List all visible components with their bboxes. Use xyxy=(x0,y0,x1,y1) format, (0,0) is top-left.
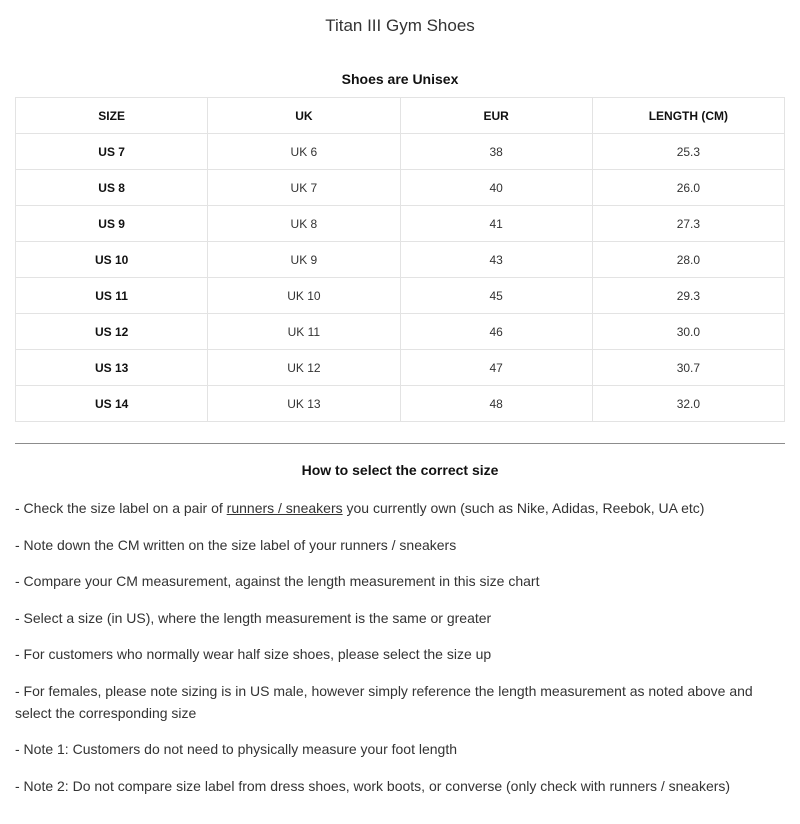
cell-eur-size: 48 xyxy=(400,386,592,422)
cell-us-size: US 12 xyxy=(16,314,208,350)
column-header-size: SIZE xyxy=(16,98,208,134)
cell-length-cm: 30.7 xyxy=(592,350,784,386)
cell-uk-size: UK 12 xyxy=(208,350,400,386)
cell-eur-size: 40 xyxy=(400,170,592,206)
table-row xyxy=(16,278,785,314)
list-item: - Note 1: Customers do not need to physically measure your foot length xyxy=(15,741,458,757)
section-divider xyxy=(15,443,785,444)
cell-length-cm: 29.3 xyxy=(592,278,784,314)
runners-sneakers-link[interactable]: runners / sneakers xyxy=(226,500,343,516)
cell-eur-size: 45 xyxy=(400,278,592,314)
cell-uk-size: UK 13 xyxy=(208,386,400,422)
cell-eur-size: 41 xyxy=(400,206,592,242)
column-header-eur: EUR xyxy=(400,98,592,134)
size-guide-list xyxy=(15,497,790,811)
cell-uk-size: UK 9 xyxy=(208,242,400,278)
table-row xyxy=(16,386,785,422)
guide-intro-text: you currently own (such as Nike, Adidas, Reebok, UA etc) xyxy=(342,500,705,516)
list-item: - Select a size (in US), where the length measurement is the same or greater xyxy=(15,609,492,626)
table-header-row xyxy=(16,98,785,134)
cell-length-cm: 30.0 xyxy=(592,314,784,350)
column-header-uk: UK xyxy=(208,98,400,134)
cell-us-size: US 13 xyxy=(16,350,208,386)
cell-eur-size: 43 xyxy=(400,242,592,278)
cell-eur-size: 38 xyxy=(400,134,592,170)
cell-length-cm: 32.0 xyxy=(592,386,784,422)
cell-us-size: US 14 xyxy=(16,386,208,422)
cell-uk-size: UK 7 xyxy=(208,170,400,206)
list-item: - For customers who normally wear half size shoes, please select the size up xyxy=(15,646,492,662)
page-title: Titan III Gym Shoes xyxy=(325,16,475,35)
cell-length-cm: 25.3 xyxy=(592,134,784,170)
table-row xyxy=(16,134,785,170)
cell-length-cm: 26.0 xyxy=(592,170,784,206)
cell-us-size: US 8 xyxy=(16,170,208,206)
cell-eur-size: 46 xyxy=(400,314,592,350)
list-item: - Note 2: Do not compare size label from dress shoes, work boots, or converse (only check with runners / sneakers) xyxy=(15,777,731,794)
column-header-length: LENGTH (CM) xyxy=(592,98,784,134)
cell-length-cm: 27.3 xyxy=(592,206,784,242)
guide-intro-text: - Check the size label on a pair of xyxy=(15,500,227,516)
list-item xyxy=(15,497,790,519)
cell-length-cm: 28.0 xyxy=(592,242,784,278)
cell-uk-size: UK 6 xyxy=(208,134,400,170)
cell-us-size: US 7 xyxy=(16,134,208,170)
table-row xyxy=(16,242,785,278)
cell-uk-size: UK 11 xyxy=(208,314,400,350)
table-row xyxy=(16,314,785,350)
cell-us-size: US 10 xyxy=(16,242,208,278)
size-guide-heading: How to select the correct size xyxy=(301,462,499,478)
list-item: - For females, please note sizing is in US male, however simply reference the length measurement as noted above and select the corresponding size xyxy=(15,682,753,721)
cell-uk-size: UK 10 xyxy=(208,278,400,314)
list-item: - Note down the CM written on the size label of your runners / sneakers xyxy=(15,536,457,553)
table-row xyxy=(16,350,785,386)
table-row xyxy=(16,206,785,242)
size-chart-table xyxy=(15,97,785,422)
table-row xyxy=(16,170,785,206)
list-item: - Compare your CM measurement, against the length measurement in this size chart xyxy=(15,573,540,589)
cell-us-size: US 11 xyxy=(16,278,208,314)
cell-uk-size: UK 8 xyxy=(208,206,400,242)
cell-us-size: US 9 xyxy=(16,206,208,242)
cell-eur-size: 47 xyxy=(400,350,592,386)
size-chart-caption: Shoes are Unisex xyxy=(341,71,459,87)
